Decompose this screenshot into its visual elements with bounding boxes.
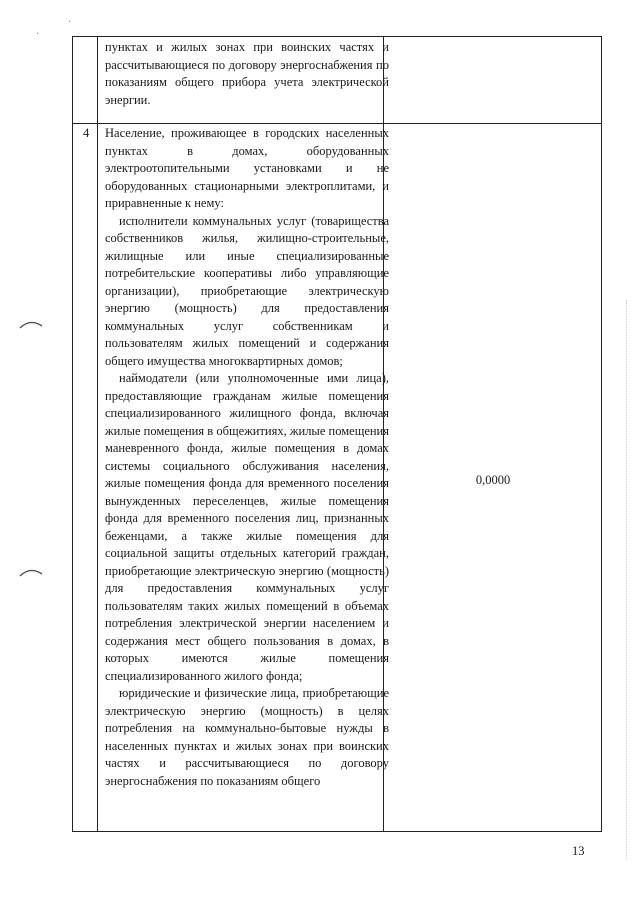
row-top-description bbox=[105, 39, 389, 109]
scan-dot-1: · bbox=[68, 17, 72, 28]
page-number: 13 bbox=[572, 844, 585, 858]
scan-edge bbox=[626, 300, 628, 860]
row-4-paragraph-2: наймодатели (или уполномоченные ими лица), предоставляющие гражданам жилые помещения специализированного жилищного фонда, включая жилые помещения в общежитиях, жилые помещения маневренного фонда, жилые помещения в домах системы социального обслуживания населения, жилые помещения фонда для временного поселения вынужденных переселенцев, жилые помещения фонда для временного поселения лиц, признанных беженцами, а также жилые помещения для социальной защиты отдельных категорий граждан, приобретающие электрическую энергию (мощность) для предоставления коммунальных услуг пользователям таких жилых помещений в объемах потребления электрической энергии населением и содержания мест общего пользования в домах, в которых имеются жилые помещения специализированного жилого фонда; bbox=[105, 371, 389, 683]
row-4-intro: Население, проживающее в городских населенных пунктах в домах, оборудованных электроотопительными установками и не оборудованных стационарными электроплитами, и приравненные к нему: bbox=[105, 126, 389, 210]
margin-mark-1 bbox=[18, 318, 48, 330]
row-4-paragraph-1: исполнители коммунальных услуг (товарищества собственников жилья, жилищно-строительные, жилищные или иные специализированные потребительские кооперативы либо управляющие организации), приобретающие электрическую энергию (мощность) для предоставления коммунальных услуг собственникам и пользователям жилых помещений и содержания общего имущества многоквартирных домов; bbox=[105, 213, 389, 368]
row-divider bbox=[73, 123, 601, 124]
column-divider-number bbox=[97, 37, 98, 831]
row-top-text: пунктах и жилых зонах при воинских частях и рассчитывающиеся по договору энергоснабжения по показаниям общего прибора учета электрической энергии. bbox=[105, 40, 389, 107]
row-4-value: 0,0000 bbox=[475, 473, 511, 487]
tariff-table bbox=[72, 36, 602, 832]
row-4-description bbox=[105, 125, 389, 790]
row-4-number: 4 bbox=[83, 126, 90, 140]
scan-dot-2: · bbox=[36, 29, 40, 40]
row-4-paragraph-3: юридические и физические лица, приобретающие электрическую энергию (мощность) в целях потребления на коммунально-бытовые нужды в населенных пунктах и жилых зонах при воинских частях и рассчитывающиеся по договору энергоснабжения по показаниям общего bbox=[105, 686, 389, 788]
margin-mark-2 bbox=[18, 566, 48, 578]
